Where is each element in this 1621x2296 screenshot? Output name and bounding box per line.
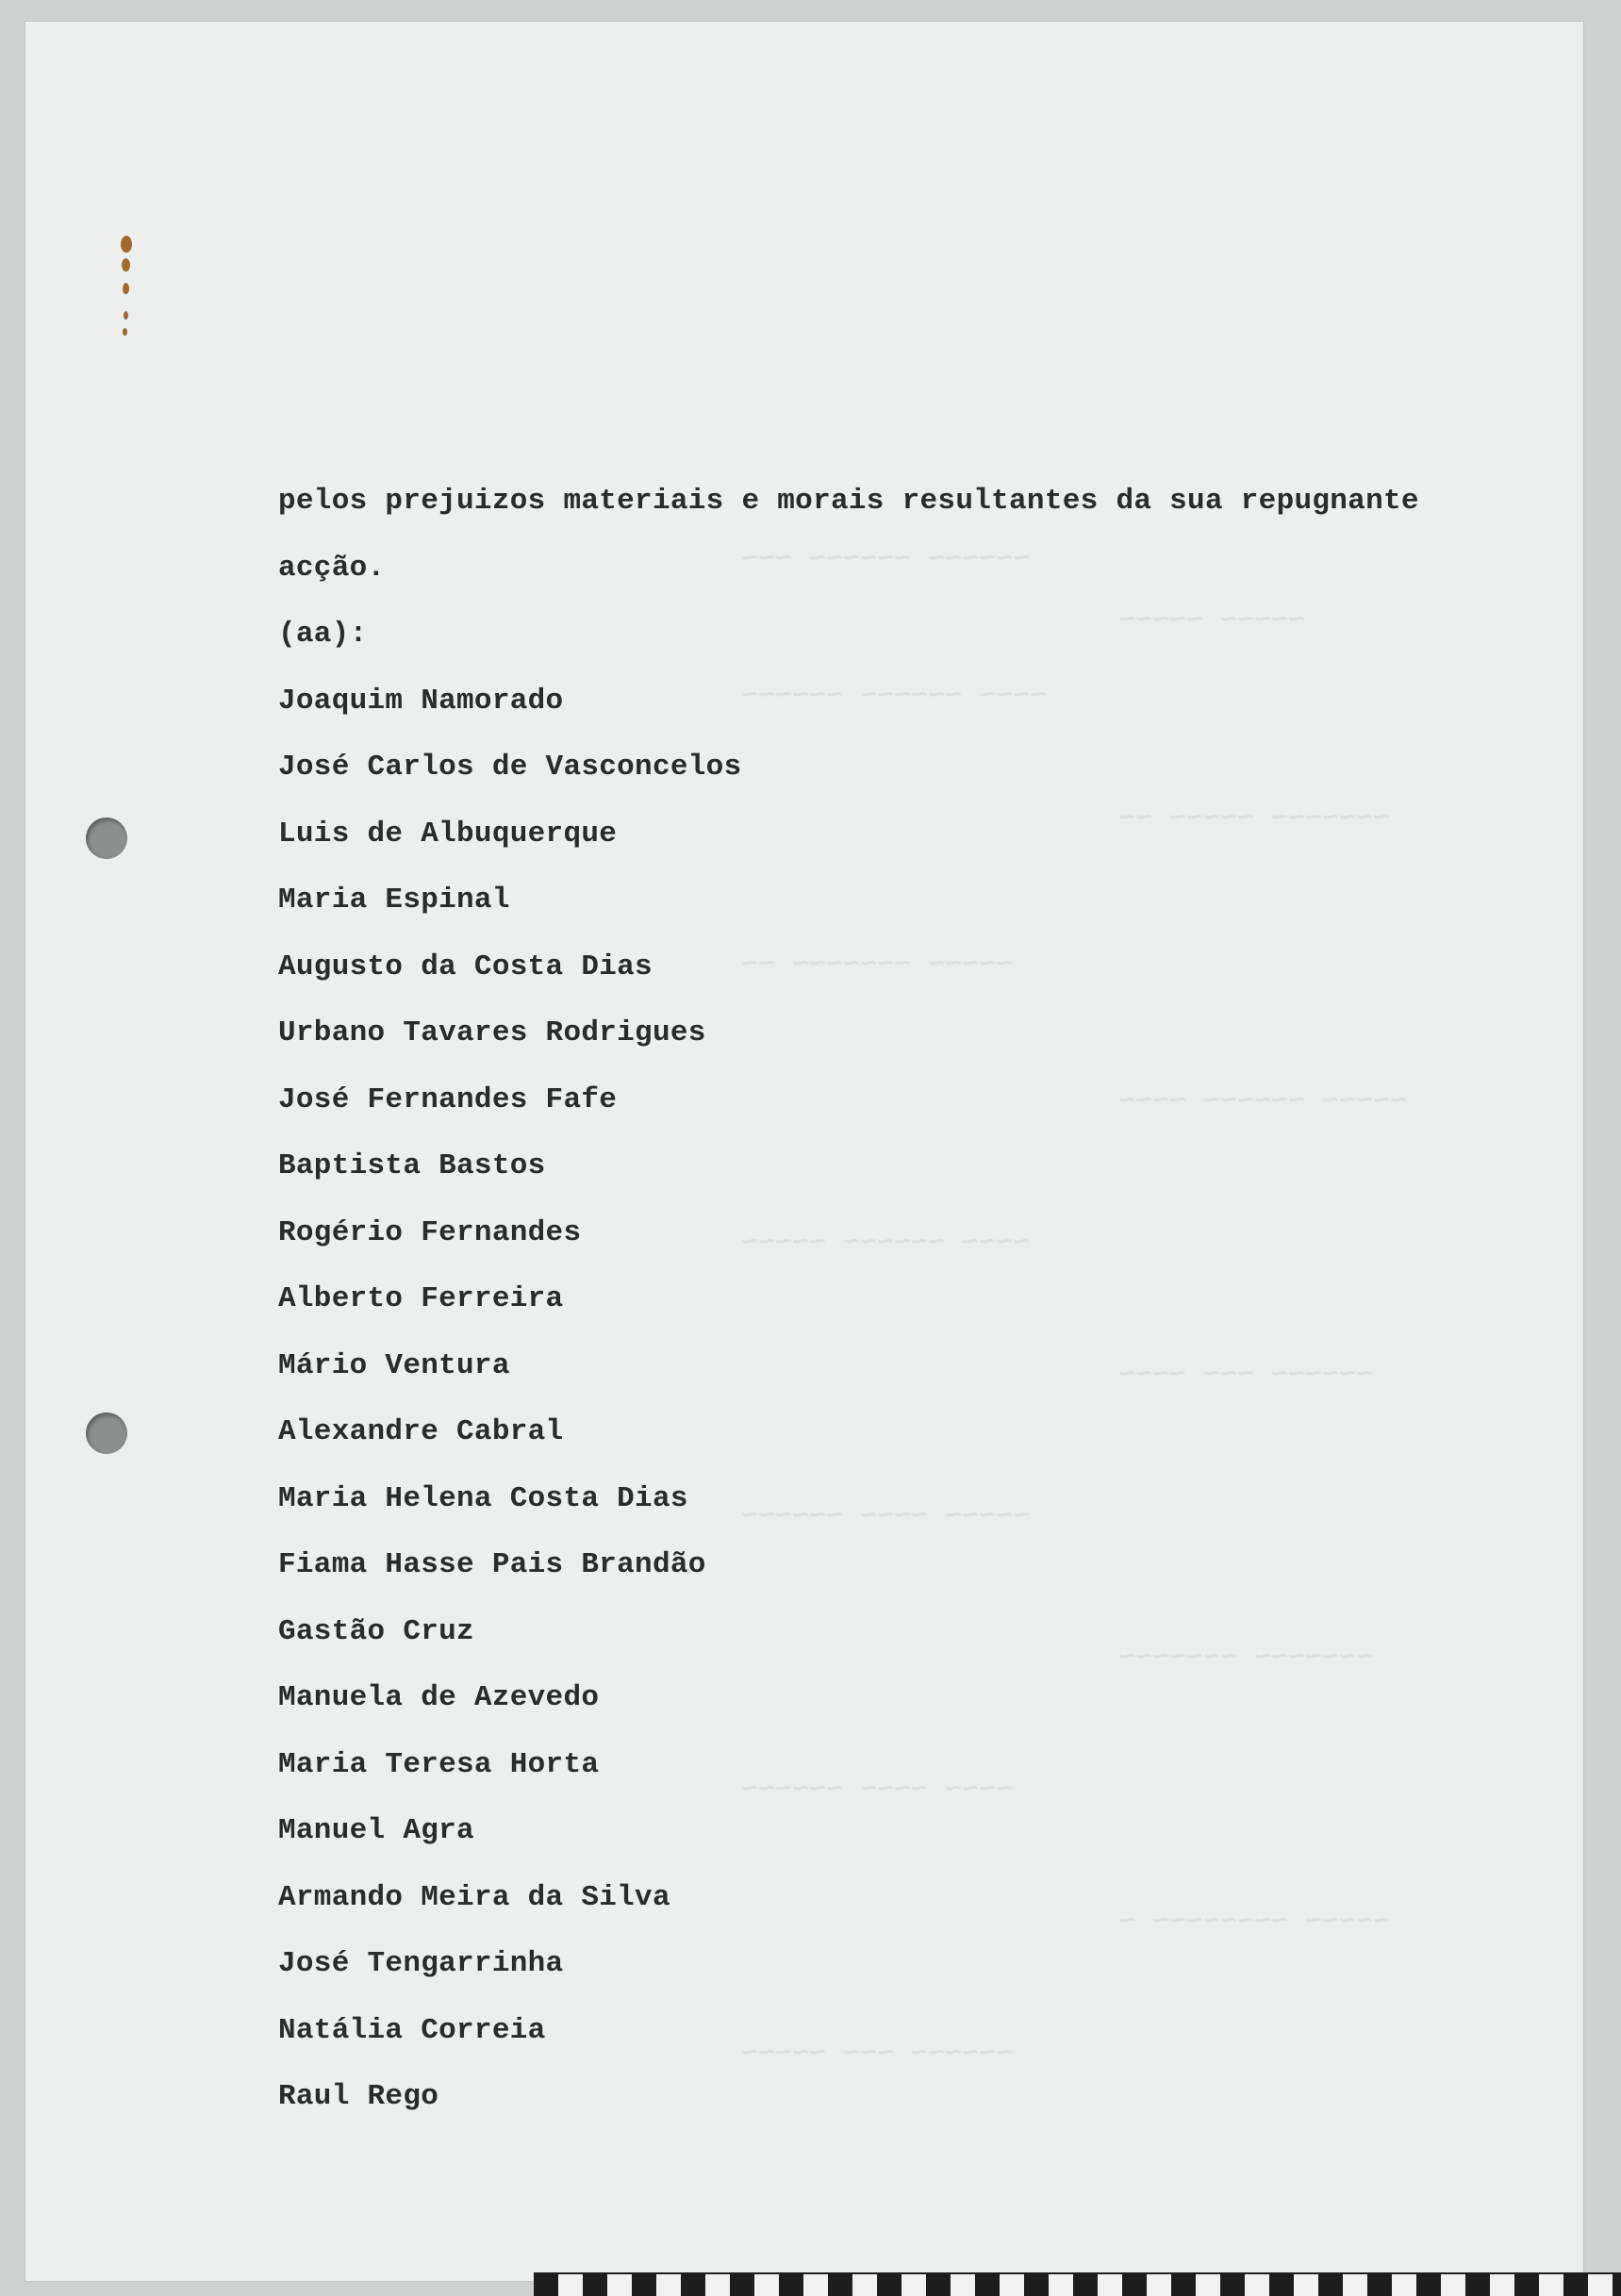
signatory-name: Manuel Agra — [278, 1814, 474, 1847]
bleed-through-text: ~~~~~~ ~~~~~~ ~~~ — [741, 544, 1031, 576]
signatory-name: José Tengarrinha — [278, 1947, 564, 1980]
bleed-through-text: ~~~~ ~~~~ ~~~~~~ — [741, 1775, 1014, 1807]
signatory-name: José Carlos de Vasconcelos — [278, 751, 742, 784]
signatory-name: José Fernandes Fafe — [278, 1082, 618, 1116]
bleed-through-text: ~~~~~ ~~~~~~ ~~~~ — [1118, 1086, 1408, 1118]
bleed-through-text: ~~~~~~ ~~~ ~~~~~ — [741, 2039, 1014, 2071]
signatory-name: Maria Helena Costa Dias — [278, 1481, 688, 1515]
bleed-through-text: ~~~~ ~~~~~~ ~~~~~ — [741, 1228, 1031, 1260]
closing-word-line: acção. — [278, 551, 386, 585]
punch-hole — [86, 1412, 127, 1454]
signatory-name: Fiama Hasse Pais Brandão — [278, 1548, 706, 1581]
signatory-name: Baptista Bastos — [278, 1149, 546, 1182]
signatory-name: Mário Ventura — [278, 1348, 510, 1382]
signatory-name: Augusto da Costa Dias — [278, 950, 653, 983]
signatory-name: Armando Meira da Silva — [278, 1880, 670, 1914]
signatory-name: Urbano Tavares Rodrigues — [278, 1016, 706, 1049]
bleed-through-text: ~~~~~ ~~~~~~~~ ~ — [1118, 1907, 1391, 1939]
bleed-through-text: ~~~~~ ~~~~~ — [1118, 605, 1306, 637]
punch-hole — [86, 818, 127, 859]
bleed-through-text: ~~~~~~~ ~~~~~ ~~ — [1118, 803, 1391, 835]
signatory-name: Natália Correia — [278, 2013, 546, 2047]
typed-letter-body — [278, 469, 1542, 2131]
signatory-list — [278, 669, 1542, 2131]
signatory-name: Joaquim Namorado — [278, 684, 564, 718]
bleed-through-text: ~~~~~~ ~~~ ~~~~ — [1118, 1360, 1374, 1392]
signatory-name: Alberto Ferreira — [278, 1282, 564, 1315]
signatory-name: Rogério Fernandes — [278, 1215, 582, 1249]
signatory-name: Raul Rego — [278, 2080, 439, 2113]
signatory-name: Maria Espinal — [278, 884, 510, 917]
signatory-name: Maria Teresa Horta — [278, 1747, 600, 1781]
scale-ruler — [534, 2272, 1621, 2296]
rust-stain-mark — [121, 236, 132, 338]
signatory-name: Luis de Albuquerque — [278, 817, 618, 851]
signatory-name: Alexandre Cabral — [278, 1415, 564, 1448]
bleed-through-text: ~~~~~ ~~~~~~~ ~~ — [741, 950, 1014, 982]
bleed-through-text: ~~~~~~~ ~~~~~~~ — [1118, 1643, 1374, 1675]
signatory-name: Gastão Cruz — [278, 1614, 474, 1648]
bleed-through-text: ~~~~~ ~~~~ ~~~~~~ — [741, 1501, 1031, 1533]
opening-line: pelos prejuizos materiais e morais resultantes da sua repugnante — [278, 485, 1419, 518]
signatory-name: Manuela de Azevedo — [278, 1681, 600, 1714]
bleed-through-text: ~~~~ ~~~~~~ ~~~~~~ — [741, 681, 1048, 713]
signatures-label: (aa): — [278, 618, 368, 651]
